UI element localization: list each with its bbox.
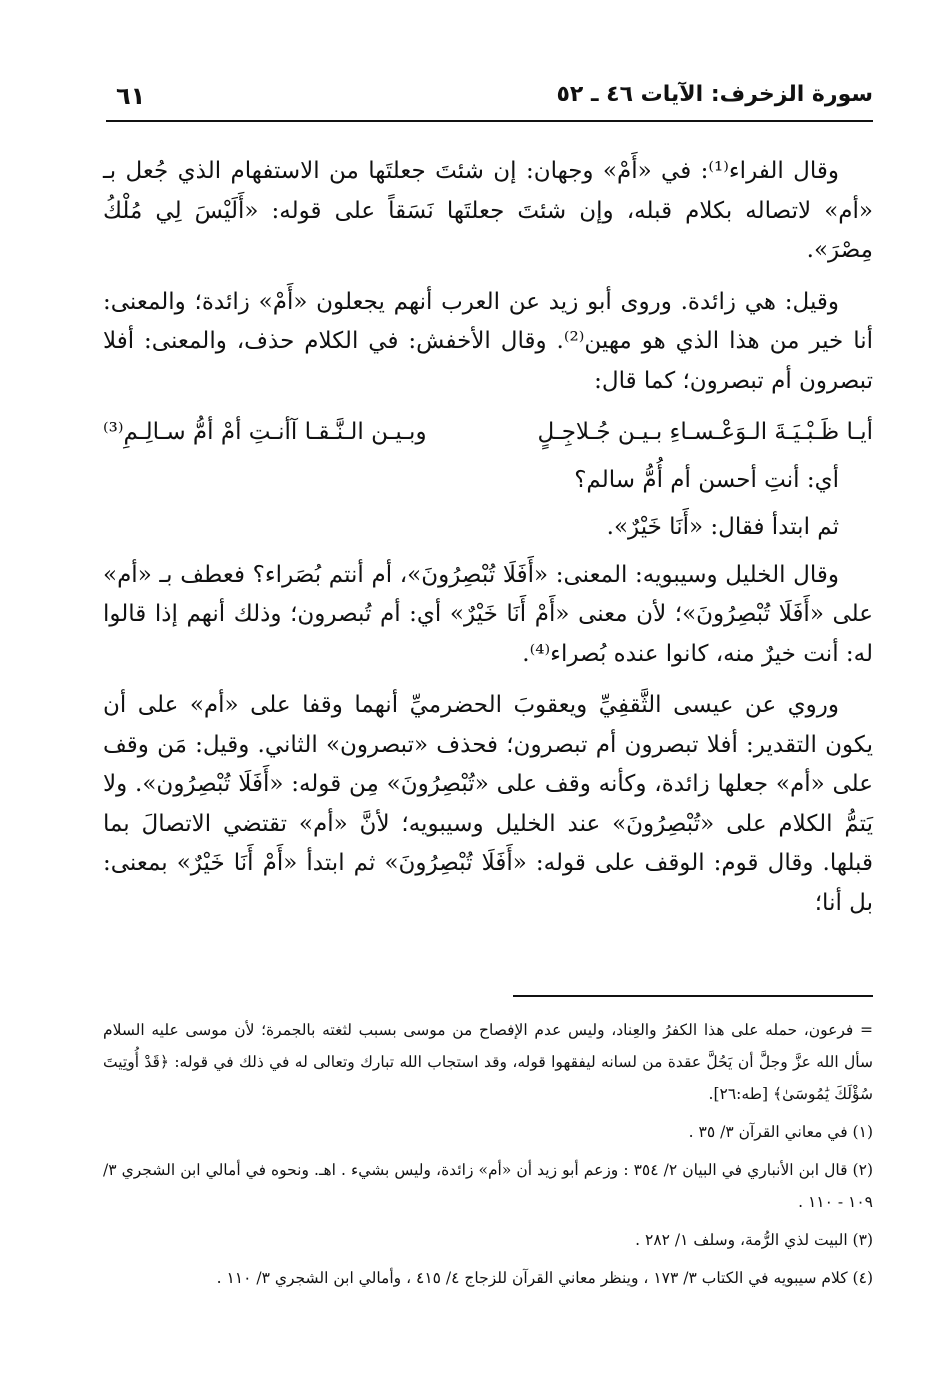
footnote-continuation: = فرعون، حمله على هذا الكفرُ والعِناد، وليس عدم الإفصاح من موسى بسبب لثغته بالجمرة؛ لأن موسى عليه السلام سأل الله عزَّ وجلَّ أن يَحُلَّ عقدة من لسانه ليفقهوا قوله، وقد استجاب الله تبارك وتعالى له في ذلك في قوله: ﴿قَدْ أُوتِيتَ سُؤْلَكَ يَٰمُوسَىٰ﴾ [طه:٢٦]. (103, 1021, 873, 1103)
footnote-3: (٣) البيت لذي الرُّمة، وسلف ١/ ٢٨٢ . (635, 1231, 873, 1249)
footnote-2: (٢) قال ابن الأنباري في البيان ٢/ ٣٥٤ : وزعم أبو زيد أن «أم» زائدة، وليس بشيء . اهـ. ونحوه في أمالي ابن الشجري ٣/ ١٠٩ - ١١٠ . (103, 1161, 873, 1211)
footnotes (103, 1014, 873, 1300)
poem-first-hemistich: أيـا ظَـبْـيَـةَ الـوَعْـسـاءِ بـيـن جُـلاجِـلٍ (537, 419, 873, 445)
footnote-4: (٤) كلام سيبويه في الكتاب ٣/ ١٧٣ ، وينظر معاني القرآن للزجاج ٤/ ٤١٥ ، وأمالي ابن الشجري ٣/ ١١٠ . (216, 1269, 873, 1287)
quote-line: ثم ابتدأ فقال: «أَنَا خَيْرٌ». (606, 514, 839, 540)
paragraph-zaida: وقيل: هي زائدة. وروى أبو زيد عن العرب أنهم يجعلون «أَمْ» زائدة؛ والمعنى: أنا خير من هذا الذي هو مهين⁽²⁾. وقال الأخفش: في الكلام حذف، والمعنى: أفلا تبصرون أم تبصرون؛ كما قال: (103, 288, 873, 394)
page-number: ٦١ (116, 82, 146, 110)
poem-second-hemistich: وبـيـن الـنَّـقـا آأنـتِ أمْ أمُّ سـالِـمِ⁽³⁾ (103, 419, 427, 445)
footnote-1: (١) في معاني القرآن ٣/ ٣٥ . (688, 1123, 873, 1141)
running-title: سورة الزخرف: الآيات ٤٦ ـ ٥٢ (556, 82, 873, 107)
paragraph-isa: وروي عن عيسى الثَّقفِيِّ ويعقوبَ الحضرميِّ أنهما وقفا على «أم» على أن يكون التقدير: أفلا تبصرون أم تبصرون؛ فحذف «تبصرون» الثاني. وقيل: مَن وقف على «أم» جعلها زائدة، وكأنه وقف على «تُبْصِرُونَ» مِن قوله: «أَفَلَا تُبْصِرُون». ولا يَتمُّ الكلام على «تُبْصِرُونَ» عند الخليل وسيبويه؛ لأنَّ «أم» تقتضي الاتصالَ بما قبلها. وقال قوم: الوقف على قوله: «أَفَلَا تُبْصِرُونَ» ثم ابتدأ «أَمْ أَنَا خَيْرٌ» بمعنى: بل أنا؛ (103, 692, 873, 916)
footnote-separator (513, 995, 873, 997)
main-text (103, 152, 873, 935)
paragraph-farra: وقال الفراء⁽¹⁾: في «أَمْ» وجهان: إن شئتَ جعلتَها من الاستفهام الذي جُعل بـ «أم» لاتصاله بكلام قبله، وإن شئتَ جعلتَها نَسَقاً على قوله: «أَلَيْسَ لِي مُلْكُ مِصْرَ». (103, 158, 873, 263)
explanation-line: أي: أنتِ أحسن أم أُمُّ سالم؟ (574, 466, 839, 493)
poem-verse (103, 413, 873, 453)
paragraph-khalil: وقال الخليل وسيبويه: المعنى: «أَفَلَا تُبْصِرُونَ»، أم أنتم بُصَراء؟ فعطف بـ «أم» على «أَفَلَا تُبْصِرُونَ»؛ لأن معنى «أَمْ أَنَا خَيْرٌ» أي: أم تُبصرون؛ وذلك أنهم إذا قالوا له: أنت خيرٌ منه، كانوا عنده بُصراء⁽⁴⁾. (103, 561, 873, 667)
running-header (106, 78, 873, 122)
